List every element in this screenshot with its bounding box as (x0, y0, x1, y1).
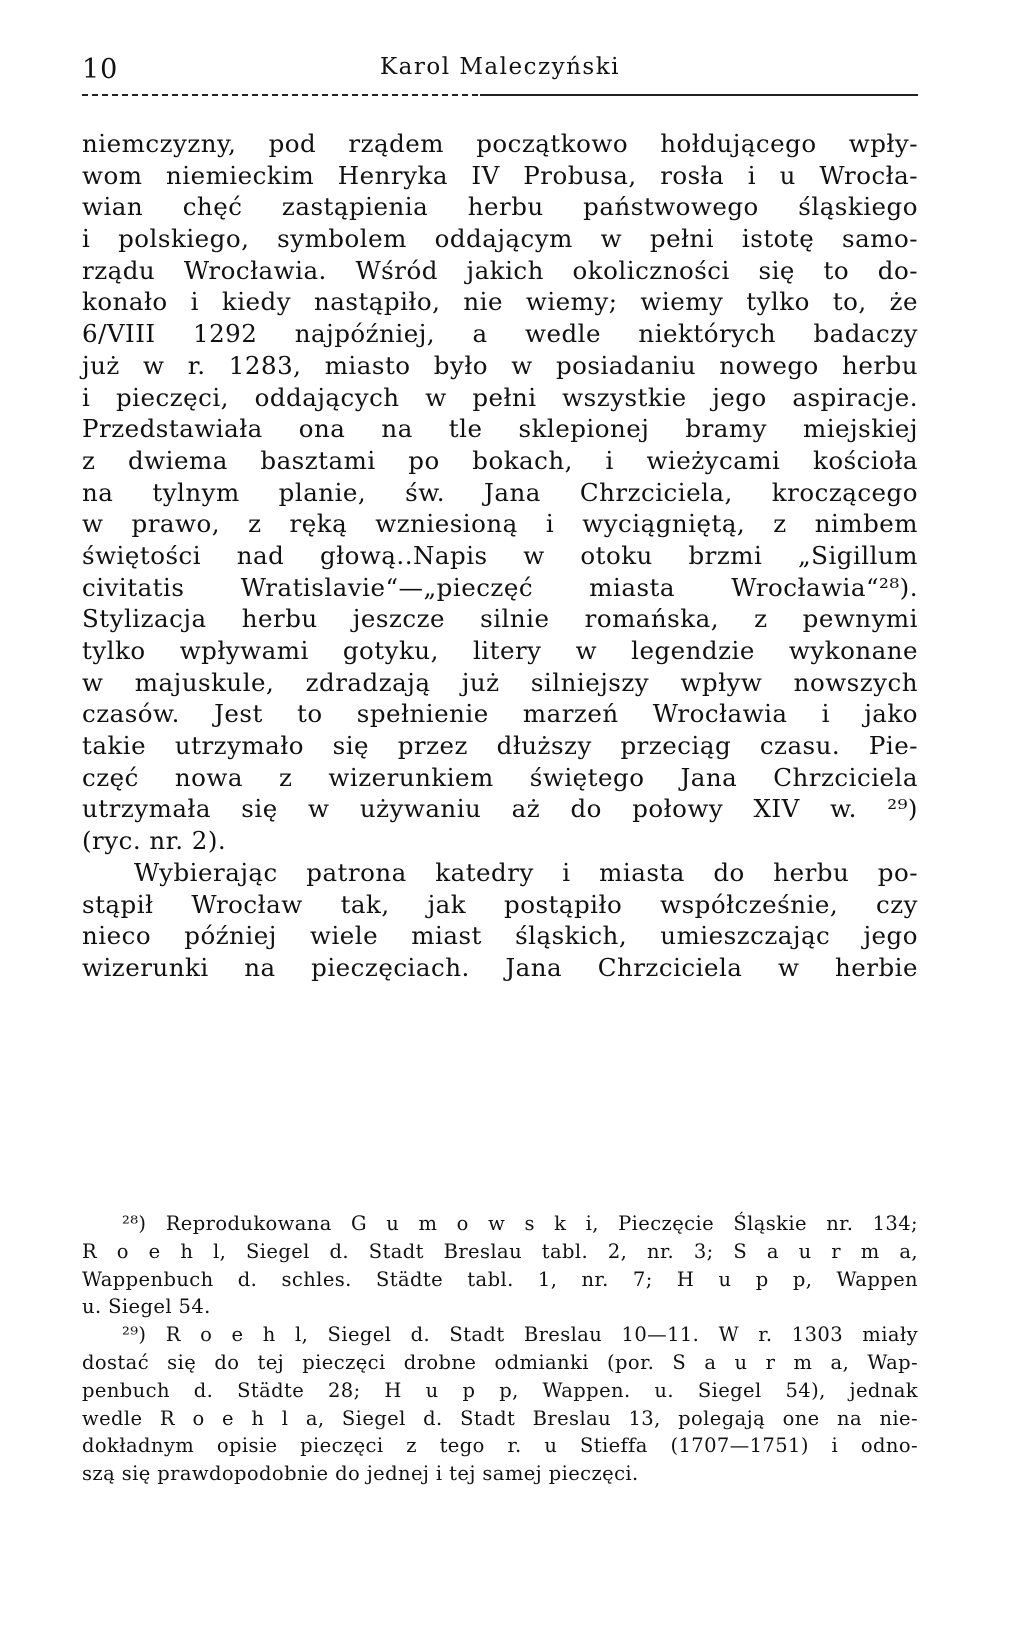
text-line: rządu Wrocławia. Wśród jakich okoliczności się to do- (82, 255, 918, 285)
text-line: civitatis Wratislavie“—„pieczęć miasta Wrocławia“²⁸). (82, 572, 918, 602)
footnotes (82, 1210, 918, 1488)
text-line: wian chęć zastąpienia herbu państwowego śląskiego (82, 192, 918, 222)
text-line: utrzymała się w używaniu aż do połowy XIV w. ²⁹) (82, 794, 918, 824)
text-line: stąpił Wrocław tak, jak postąpiło współcześnie, czy (82, 889, 918, 919)
footnote-line: ²⁹) R o e h l, Siegel d. Stadt Breslau 10—11. W r. 1303 miały (122, 1323, 918, 1347)
text-line: wizerunki na pieczęciach. Jana Chrzciciela w herbie (82, 952, 918, 982)
text-line: takie utrzymało się przez dłuższy przeciąg czasu. Pie- (82, 731, 918, 761)
text-line: czasów. Jest to spełnienie marzeń Wrocławia i jako (82, 699, 918, 729)
page-header (82, 54, 918, 94)
text-line: Wybierając patrona katedry i miasta do herbu po- (134, 857, 918, 887)
text-line: w prawo, z ręką wzniesioną i wyciągniętą, z nimbem (82, 509, 918, 539)
text-line: Przedstawiała ona na tle sklepionej bramy miejskiej (82, 414, 918, 444)
text-line: z dwiema basztami po bokach, i wieżycami kościoła (82, 445, 918, 475)
text-line: i polskiego, symbolem oddającym w pełni istotę samo- (82, 224, 918, 254)
footnote-line: u. Siegel 54. (82, 1295, 211, 1319)
text-line: Stylizacja herbu jeszcze silnie romańska, z pewnymi (82, 604, 918, 634)
text-line: świętości nad głową..Napis w otoku brzmi „Sigillum (82, 540, 918, 570)
text-line: wom niemieckim Henryka IV Probusa, rosła i u Wrocła- (82, 160, 918, 190)
footnote-line: R o e h l, Siegel d. Stadt Breslau tabl. 2, nr. 3; S a u r m a, (82, 1239, 918, 1263)
footnote-line: dokładnym opisie pieczęci z tego r. u Stieffa (1707—1751) i odno- (82, 1434, 918, 1458)
running-head: Karol Maleczyński (379, 54, 621, 80)
footnote-line: szą się prawdopodobnie do jednej i tej samej pieczęci. (82, 1462, 639, 1486)
main-text (82, 128, 918, 984)
text-line: częć nowa z wizerunkiem świętego Jana Chrzciciela (82, 762, 918, 792)
text-line: nieco później wiele miast śląskich, umieszczając jego (82, 921, 918, 951)
text-line: w majuskule, zdradzają już silniejszy wpływ nowszych (82, 667, 918, 697)
text-line: niemczyzny, pod rządem początkowo hołdującego wpły- (82, 129, 918, 158)
footnote-line: penbuch d. Städte 28; H u p p, Wappen. u. Siegel 54), jednak (82, 1378, 918, 1402)
text-line: (ryc. nr. 2). (82, 826, 227, 856)
text-line: tylko wpływami gotyku, litery w legendzie wykonane (82, 636, 918, 665)
page-number: 10 (82, 54, 119, 85)
header-rule-solid (480, 94, 918, 96)
footnote-line: ²⁸) Reprodukowana G u m o w s k i, Pieczęcie Śląskie nr. 134; (122, 1212, 918, 1235)
text-line: i pieczęci, oddających w pełni wszystkie jego aspiracje. (82, 382, 918, 412)
footnote-line: wedle R o e h l a, Siegel d. Stadt Breslau 13, polegają one na nie- (82, 1406, 918, 1430)
text-line: konało i kiedy nastąpiło, nie wiemy; wiemy tylko to, że (82, 287, 918, 317)
text-line: już w r. 1283, miasto było w posiadaniu nowego herbu (82, 350, 918, 380)
footnote-line: Wappenbuch d. schles. Städte tabl. 1, nr. 7; H u p p, Wappen (82, 1267, 918, 1291)
text-line: na tylnym planie, św. Jana Chrzciciela, kroczącego (82, 477, 918, 507)
footnote-line: dostać się do tej pieczęci drobne odmianki (por. S a u r m a, Wap- (82, 1350, 918, 1374)
text-line: 6/VIII 1292 najpóźniej, a wedle niektórych badaczy (82, 319, 918, 349)
